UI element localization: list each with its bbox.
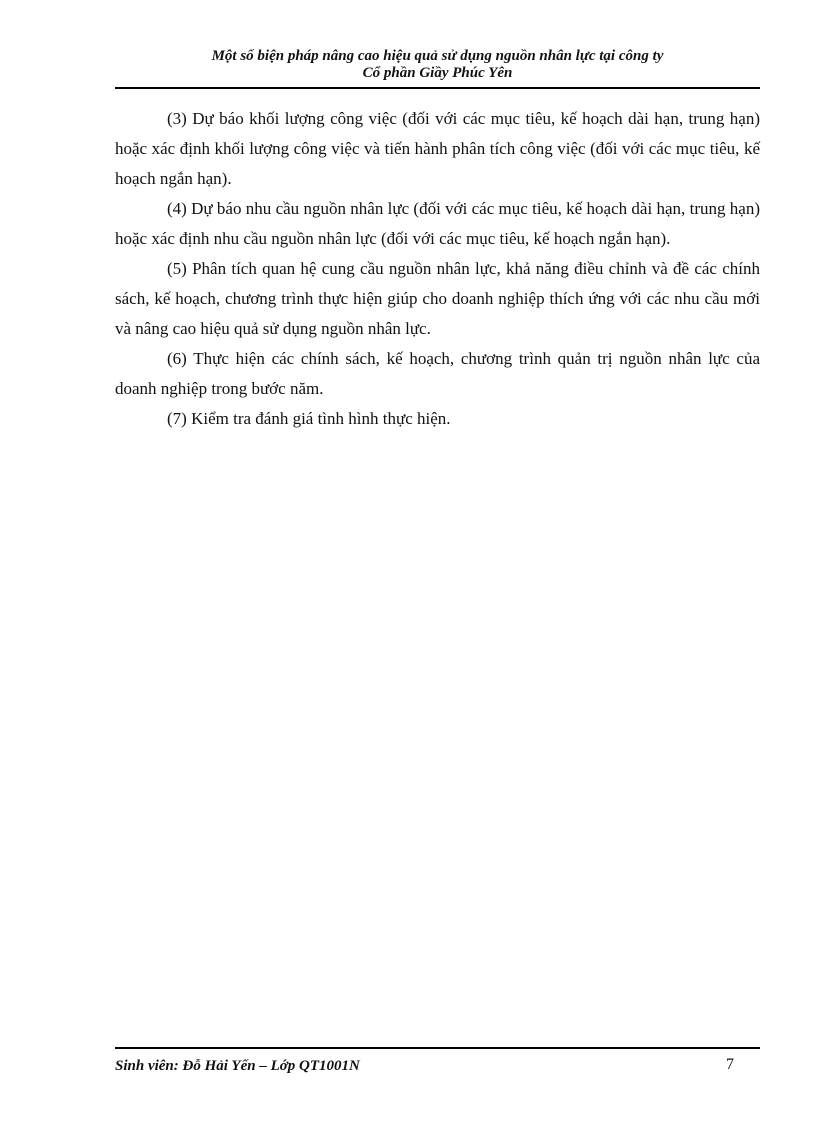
page-header — [115, 48, 760, 82]
page-number: 7 — [726, 1056, 734, 1073]
header-title-line-2: Cổ phần Giầy Phúc Yên — [362, 65, 513, 81]
footer-author: Sinh viên: Đỗ Hải Yến – Lớp QT1001N — [115, 1058, 360, 1074]
paragraph-7: (7) Kiểm tra đánh giá tình hình thực hiện. — [167, 409, 451, 428]
header-divider — [115, 87, 760, 89]
document-body — [115, 104, 760, 434]
footer-divider — [115, 1047, 760, 1049]
paragraph-4: (4) Dự báo nhu cầu nguồn nhân lực (đối với các mục tiêu, kế hoạch dài hạn, trung hạn) hoặc xác định nhu cầu nguồn nhân lực (đối với các mục tiêu, kế hoạch ngắn hạn). — [115, 199, 760, 248]
header-title-line-1: Một số biện pháp nâng cao hiệu quả sử dụng nguồn nhân lực tại công ty — [211, 48, 664, 64]
paragraph-6: (6) Thực hiện các chính sách, kế hoạch, chương trình quản trị nguồn nhân lực của doanh nghiệp trong bước năm. — [115, 349, 760, 398]
paragraph-3: (3) Dự báo khối lượng công việc (đối với các mục tiêu, kế hoạch dài hạn, trung hạn) hoặc xác định khối lượng công việc và tiến hành phân tích công việc (đối với các mục tiêu, kế hoạch ngắn hạn). — [115, 109, 760, 188]
paragraph-5: (5) Phân tích quan hệ cung cầu nguồn nhân lực, khả năng điều chỉnh và đề các chính sách, kế hoạch, chương trình thực hiện giúp cho doanh nghiệp thích ứng với các nhu cầu mới và nâng cao hiệu quả sử dụng nguồn nhân lực. — [115, 259, 760, 338]
